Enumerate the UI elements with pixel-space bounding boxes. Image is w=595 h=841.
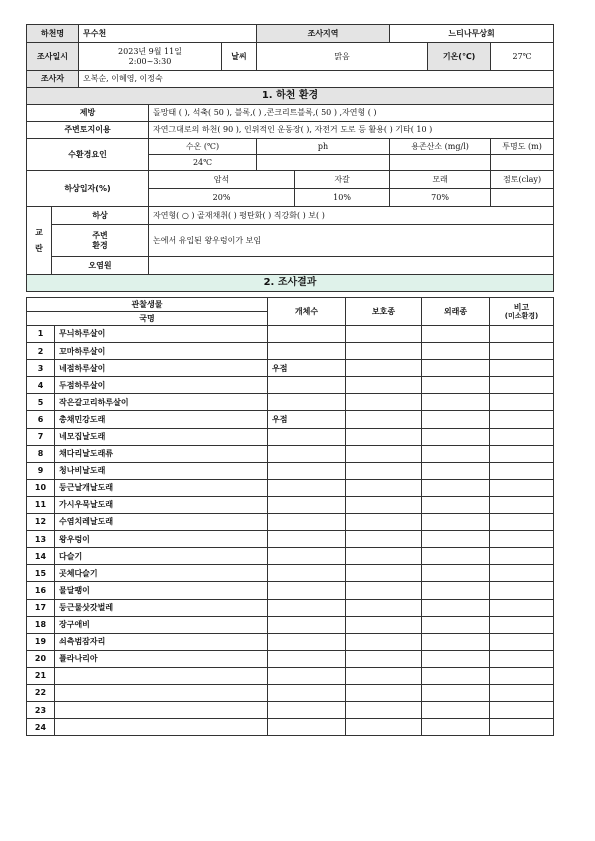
exotic-species-cell: [422, 326, 490, 343]
individual-count: [268, 633, 346, 650]
protected-species-cell: [346, 684, 422, 701]
surroundings-label-1: 주변: [92, 231, 108, 241]
species-name: 두점하루살이: [55, 377, 268, 394]
bed-particle-label: 하상입자(%): [27, 171, 149, 207]
individual-count: [268, 377, 346, 394]
exotic-species-cell: [422, 616, 490, 633]
individual-count: [268, 531, 346, 548]
table-row: [27, 582, 554, 599]
species-name: 곳체다슬기: [55, 565, 268, 582]
protected-species-cell: [346, 616, 422, 633]
protected-species-cell: [346, 343, 422, 360]
disturbance-label-2: 란: [35, 243, 43, 253]
table-row: [27, 394, 554, 411]
section2-title: 2. 조사결과: [27, 275, 554, 292]
surroundings-value: 논에서 유입된 왕우렁이가 보임: [149, 225, 554, 257]
species-name: 왕우렁이: [55, 531, 268, 548]
exotic-species-cell: [422, 462, 490, 479]
row-number: 4: [27, 377, 55, 394]
bed-header-rock: 암석: [149, 171, 295, 189]
note-cell: [490, 650, 554, 667]
individual-count: [268, 650, 346, 667]
water-header-transparency: 투명도 (m): [491, 139, 554, 155]
individual-count: [268, 479, 346, 496]
row-number: 14: [27, 548, 55, 565]
note-cell: [490, 702, 554, 719]
water-header-do: 용존산소 (mg/l): [390, 139, 491, 155]
results-rows: [27, 326, 554, 736]
protected-species-cell: [346, 394, 422, 411]
row-number: 19: [27, 633, 55, 650]
note-cell: [490, 479, 554, 496]
row-number: 12: [27, 514, 55, 531]
water-header-ph: ph: [257, 139, 390, 155]
species-name: 수염치레날도래: [55, 514, 268, 531]
note-cell: [490, 411, 554, 428]
protected-species-cell: [346, 496, 422, 513]
individual-count: [268, 667, 346, 684]
exotic-species-cell: [422, 719, 490, 736]
table-row: [27, 326, 554, 343]
species-name: 네점하루살이: [55, 360, 268, 377]
row-number: 20: [27, 650, 55, 667]
note-header-sub: (미소환경): [504, 312, 539, 321]
exotic-species-cell: [422, 343, 490, 360]
table-row: [27, 702, 554, 719]
exotic-species-cell: [422, 633, 490, 650]
bed-header-clay: 점토(clay): [491, 171, 554, 189]
species-name: [55, 702, 268, 719]
observed-organism-header: 관찰생물: [27, 298, 268, 312]
protected-species-cell: [346, 599, 422, 616]
survey-area-label: 조사지역: [257, 25, 390, 43]
species-name: [55, 684, 268, 701]
individual-count: [268, 428, 346, 445]
exotic-species-cell: [422, 377, 490, 394]
weather-value: 맑음: [257, 43, 428, 71]
table-row: [27, 599, 554, 616]
results-table: [26, 297, 554, 736]
protected-species-cell: [346, 719, 422, 736]
protected-species-cell: [346, 411, 422, 428]
note-cell: [490, 496, 554, 513]
row-number: 1: [27, 326, 55, 343]
water-header-temp: 수온 (℃): [149, 139, 257, 155]
table-row: [27, 496, 554, 513]
table-row: [27, 479, 554, 496]
water-value-ph: [257, 155, 390, 171]
disturbance-label-1: 교: [35, 228, 43, 238]
note-cell: [490, 514, 554, 531]
row-number: 15: [27, 565, 55, 582]
species-name: 무늬하루살이: [55, 326, 268, 343]
row-number: 17: [27, 599, 55, 616]
note-cell: [490, 445, 554, 462]
row-number: 8: [27, 445, 55, 462]
table-row: [27, 548, 554, 565]
protected-species-cell: [346, 462, 422, 479]
species-name: 총채민강도래: [55, 411, 268, 428]
protected-species-cell: [346, 702, 422, 719]
row-number: 22: [27, 684, 55, 701]
individual-count: 우점: [268, 360, 346, 377]
weather-label: 날씨: [222, 43, 257, 71]
survey-time-line2: 2:00~3:30: [128, 56, 172, 66]
note-cell: [490, 462, 554, 479]
table-row: [27, 428, 554, 445]
survey-date-label: 조사일시: [27, 43, 79, 71]
temperature-value: 27℃: [491, 43, 554, 71]
individual-count: [268, 394, 346, 411]
exotic-species-cell: [422, 514, 490, 531]
row-number: 5: [27, 394, 55, 411]
survey-date-line1: 2023년 9월 11일: [118, 47, 182, 57]
water-value-temp: 24℃: [149, 155, 257, 171]
species-name: 네모집날도래: [55, 428, 268, 445]
exotic-species-cell: [422, 445, 490, 462]
table-row: [27, 667, 554, 684]
individual-count: [268, 445, 346, 462]
exotic-species-cell: [422, 548, 490, 565]
species-name: 물달팽이: [55, 582, 268, 599]
row-number: 2: [27, 343, 55, 360]
count-header: 개체수: [268, 298, 346, 326]
row-number: 7: [27, 428, 55, 445]
individual-count: 우점: [268, 411, 346, 428]
table-row: [27, 411, 554, 428]
embankment-value: 돌망태 ( ), 석축( 50 ), 블록,( ) ,콘크리트블록,( 50 ) ,자연형 ( ): [149, 105, 554, 122]
table-row: [27, 462, 554, 479]
species-name: 꼬마하루살이: [55, 343, 268, 360]
bed-value-sand: 70%: [390, 189, 491, 207]
exotic-species-cell: [422, 667, 490, 684]
exotic-species-cell: [422, 394, 490, 411]
note-cell: [490, 548, 554, 565]
individual-count: [268, 514, 346, 531]
note-cell: [490, 377, 554, 394]
section1-title: 1. 하천 환경: [27, 88, 554, 105]
bed-header-gravel: 자갈: [295, 171, 390, 189]
species-name: 둥근물삿갓벌레: [55, 599, 268, 616]
species-name: 가시우묵날도래: [55, 496, 268, 513]
species-name: 플라나리아: [55, 650, 268, 667]
exotic-species-cell: [422, 411, 490, 428]
temperature-label: 기온(℃): [428, 43, 491, 71]
exotic-species-cell: [422, 650, 490, 667]
note-cell: [490, 667, 554, 684]
embankment-label: 제방: [27, 105, 149, 122]
protected-species-cell: [346, 531, 422, 548]
note-cell: [490, 428, 554, 445]
table-row: [27, 684, 554, 701]
species-name: [55, 667, 268, 684]
species-name: 채다리날도래류: [55, 445, 268, 462]
protected-species-cell: [346, 514, 422, 531]
exotic-species-cell: [422, 582, 490, 599]
individual-count: [268, 565, 346, 582]
survey-date-value: [79, 43, 222, 71]
note-header: [490, 298, 554, 326]
table-row: [27, 377, 554, 394]
bed-value-rock: 20%: [149, 189, 295, 207]
protected-species-cell: [346, 445, 422, 462]
species-name: 둥근날개날도래: [55, 479, 268, 496]
disturbance-label: [27, 207, 52, 275]
landuse-label: 주변토지이용: [27, 122, 149, 139]
species-name: 작은갈고리하루살이: [55, 394, 268, 411]
table-row: [27, 360, 554, 377]
species-name: 다슬기: [55, 548, 268, 565]
row-number: 23: [27, 702, 55, 719]
row-number: 11: [27, 496, 55, 513]
table-row: [27, 616, 554, 633]
note-cell: [490, 599, 554, 616]
individual-count: [268, 719, 346, 736]
exotic-species-header: 외래종: [422, 298, 490, 326]
row-number: 10: [27, 479, 55, 496]
river-name-value: 무수천: [79, 25, 257, 43]
note-cell: [490, 326, 554, 343]
note-cell: [490, 633, 554, 650]
species-name: 쇠측범잠자리: [55, 633, 268, 650]
note-cell: [490, 719, 554, 736]
exotic-species-cell: [422, 428, 490, 445]
note-cell: [490, 684, 554, 701]
protected-species-cell: [346, 650, 422, 667]
table-row: [27, 565, 554, 582]
exotic-species-cell: [422, 684, 490, 701]
table-row: [27, 531, 554, 548]
individual-count: [268, 326, 346, 343]
row-number: 13: [27, 531, 55, 548]
individual-count: [268, 616, 346, 633]
table-row: [27, 719, 554, 736]
protected-species-cell: [346, 360, 422, 377]
table-row: [27, 514, 554, 531]
exotic-species-cell: [422, 496, 490, 513]
row-number: 24: [27, 719, 55, 736]
riverbed-label: 하상: [52, 207, 149, 225]
exotic-species-cell: [422, 565, 490, 582]
individual-count: [268, 343, 346, 360]
protected-species-cell: [346, 377, 422, 394]
protected-species-cell: [346, 582, 422, 599]
note-cell: [490, 343, 554, 360]
individual-count: [268, 599, 346, 616]
water-value-do: [390, 155, 491, 171]
river-name-label: 하천명: [27, 25, 79, 43]
individual-count: [268, 684, 346, 701]
note-cell: [490, 531, 554, 548]
individual-count: [268, 582, 346, 599]
protected-species-cell: [346, 326, 422, 343]
environment-table: [26, 24, 554, 292]
exotic-species-cell: [422, 360, 490, 377]
table-row: [27, 343, 554, 360]
riverbed-value: 자연형( ○ ) 골재채취( ) 평탄화( ) 직강화( ) 보( ): [149, 207, 554, 225]
pollution-source-label: 오염원: [52, 257, 149, 275]
korean-name-header: 국명: [27, 312, 268, 326]
exotic-species-cell: [422, 702, 490, 719]
bed-value-clay: [491, 189, 554, 207]
species-name: 장구애비: [55, 616, 268, 633]
bed-header-sand: 모래: [390, 171, 491, 189]
species-name: [55, 719, 268, 736]
exotic-species-cell: [422, 599, 490, 616]
protected-species-cell: [346, 479, 422, 496]
row-number: 6: [27, 411, 55, 428]
individual-count: [268, 462, 346, 479]
surveyor-value: 오복순, 이혜영, 이정숙: [79, 71, 554, 88]
row-number: 18: [27, 616, 55, 633]
survey-area-value: 느티나무상회: [390, 25, 554, 43]
note-cell: [490, 394, 554, 411]
note-cell: [490, 565, 554, 582]
row-number: 3: [27, 360, 55, 377]
individual-count: [268, 702, 346, 719]
pollution-source-value: [149, 257, 554, 275]
note-header-label: 비고: [513, 302, 530, 312]
individual-count: [268, 548, 346, 565]
row-number: 21: [27, 667, 55, 684]
landuse-value: 자연그대로의 하천( 90 ), 인위적인 운동장( ), 자전거 도로 등 활용( ) 기타( 10 ): [149, 122, 554, 139]
note-cell: [490, 616, 554, 633]
note-cell: [490, 582, 554, 599]
protected-species-cell: [346, 548, 422, 565]
protected-species-header: 보호종: [346, 298, 422, 326]
table-row: [27, 633, 554, 650]
table-row: [27, 650, 554, 667]
protected-species-cell: [346, 633, 422, 650]
exotic-species-cell: [422, 531, 490, 548]
protected-species-cell: [346, 428, 422, 445]
individual-count: [268, 496, 346, 513]
surroundings-label-2: 환경: [92, 240, 108, 250]
surveyor-label: 조사자: [27, 71, 79, 88]
note-cell: [490, 360, 554, 377]
exotic-species-cell: [422, 479, 490, 496]
bed-value-gravel: 10%: [295, 189, 390, 207]
table-row: [27, 445, 554, 462]
protected-species-cell: [346, 565, 422, 582]
row-number: 16: [27, 582, 55, 599]
water-env-label: 수환경요인: [27, 139, 149, 171]
protected-species-cell: [346, 667, 422, 684]
row-number: 9: [27, 462, 55, 479]
water-value-transparency: [491, 155, 554, 171]
surroundings-label: [52, 225, 149, 257]
species-name: 청나비날도래: [55, 462, 268, 479]
